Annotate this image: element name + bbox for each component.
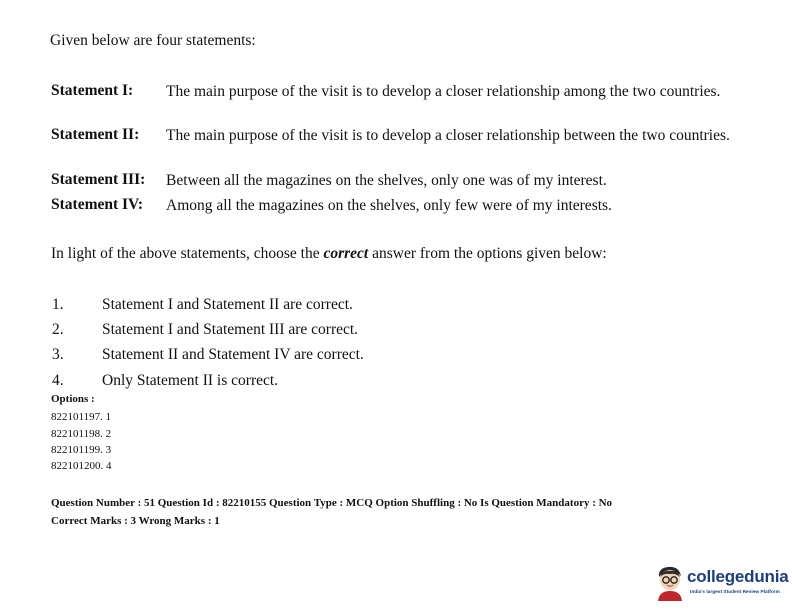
statement-2-text: The main purpose of the visit is to develop a closer relationship between the two countries. xyxy=(166,127,730,144)
question-meta-line-2: Correct Marks : 3 Wrong Marks : 1 xyxy=(51,515,220,527)
choice-1-text: Statement I and Statement II are correct. xyxy=(102,296,353,313)
question-prompt-end: answer from the options given below: xyxy=(368,245,607,262)
option-id-3: 822101199. 3 xyxy=(51,444,112,456)
question-prompt-emphasis: correct xyxy=(323,245,369,262)
choice-3-number: 3. xyxy=(52,346,64,363)
choice-2-text: Statement I and Statement III are correct. xyxy=(102,321,359,338)
statement-1-text: The main purpose of the visit is to develop a closer relationship among the two countries. xyxy=(166,83,721,100)
statement-1-label: Statement I: xyxy=(51,82,134,99)
statement-3-label: Statement III: xyxy=(51,171,146,188)
option-id-2: 822101198. 2 xyxy=(51,428,112,440)
intro-text: Given below are four statements: xyxy=(50,32,256,49)
logo-tagline: India's largest Student Review Platform xyxy=(690,590,780,595)
statement-2-label: Statement II: xyxy=(51,126,140,143)
choice-1-number: 1. xyxy=(52,296,64,313)
option-id-1: 822101197. 1 xyxy=(51,411,112,423)
options-heading: Options : xyxy=(51,393,95,405)
student-avatar-icon xyxy=(655,565,685,601)
choice-4-text: Only Statement II is correct. xyxy=(102,372,279,389)
statement-4-label: Statement IV: xyxy=(51,196,143,213)
choice-2-number: 2. xyxy=(52,321,64,338)
option-id-4: 822101200. 4 xyxy=(51,460,112,472)
choice-3-text: Statement II and Statement IV are correct. xyxy=(102,346,364,363)
statement-4-text: Among all the magazines on the shelves, only few were of my interests. xyxy=(166,197,612,214)
statement-3-text: Between all the magazines on the shelves, only one was of my interest. xyxy=(166,172,607,189)
question-prompt xyxy=(51,245,607,263)
collegedunia-logo xyxy=(655,563,792,605)
question-meta-line-1: Question Number : 51 Question Id : 82210155 Question Type : MCQ Option Shuffling : No Is Question Mandatory : No xyxy=(51,497,613,509)
logo-name: collegedunia xyxy=(687,567,789,586)
choice-4-number: 4. xyxy=(52,372,64,389)
question-prompt-start: In light of the above statements, choose the xyxy=(51,245,324,262)
